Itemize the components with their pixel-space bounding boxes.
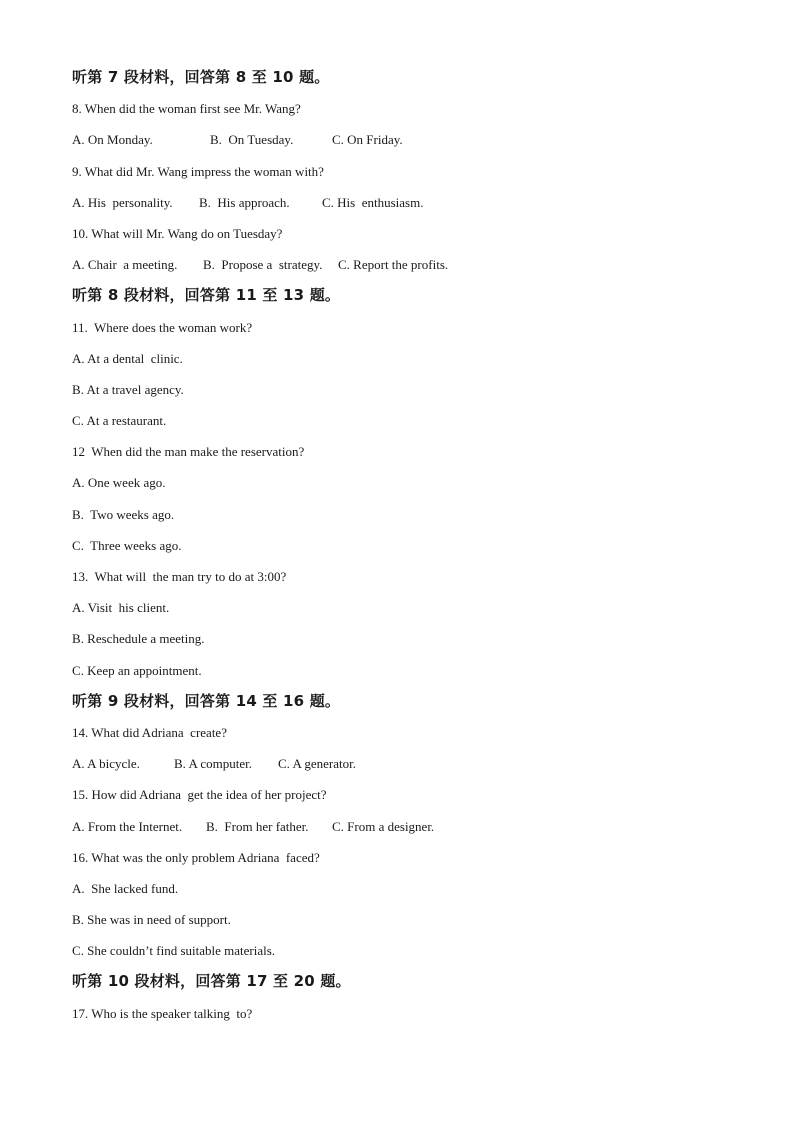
option-c: C. A generator. [278, 756, 356, 772]
option-b: B. A computer. [174, 756, 252, 772]
option-b: B. On Tuesday. [210, 132, 294, 148]
option-a: A. From the Internet. [72, 818, 183, 834]
question-text: 9. What did Mr. Wang impress the woman with? [72, 163, 324, 179]
option-a: A. Visit his client. [72, 600, 170, 616]
option-c: C. Keep an appointment. [72, 662, 202, 678]
question-text: 17. Who is the speaker talking to? [72, 1005, 253, 1021]
option-b: B. From her father. [206, 818, 309, 834]
question-text: 10. What will Mr. Wang do on Tuesday? [72, 225, 283, 241]
question-text: 14. What did Adriana create? [72, 724, 227, 740]
option-c: C. At a restaurant. [72, 413, 167, 429]
option-c: C. On Friday. [332, 132, 403, 148]
document-page [72, 62, 732, 1029]
option-row [72, 187, 732, 218]
question-text: 12 When did the man make the reservation? [72, 444, 305, 460]
option-row [72, 124, 732, 155]
option-b: B. At a travel agency. [72, 381, 184, 397]
option-b: B. She was in need of support. [72, 912, 231, 928]
option-row [72, 811, 732, 842]
option-b: B. His approach. [199, 194, 290, 210]
question-text: 13. What will the man try to do at 3:00? [72, 569, 287, 584]
option-c: C. From a designer. [332, 818, 435, 834]
section-heading: 听第 8 段材料，回答第 11 至 13 题。 [72, 286, 341, 305]
option-c: C. Report the profits. [338, 257, 449, 273]
option-row [72, 249, 732, 280]
option-b: B. Propose a strategy. [203, 257, 323, 273]
section-heading: 听第 10 段材料，回答第 17 至 20 题。 [72, 972, 351, 991]
question-text: 11. Where does the woman work? [72, 319, 253, 335]
option-a: A. His personality. [72, 194, 173, 210]
option-row [72, 748, 732, 779]
option-c: C. Three weeks ago. [72, 537, 182, 553]
option-a: A. At a dental clinic. [72, 350, 183, 366]
option-b: B. Reschedule a meeting. [72, 631, 205, 647]
section-heading: 听第 9 段材料，回答第 14 至 16 题。 [72, 691, 341, 710]
option-a: A. She lacked fund. [72, 880, 179, 896]
section-heading: 听第 7 段材料，回答第 8 至 10 题。 [72, 68, 330, 86]
option-a: A. One week ago. [72, 475, 166, 491]
option-a: A. Chair a meeting. [72, 257, 178, 273]
question-text: 16. What was the only problem Adriana faced? [72, 849, 320, 865]
option-c: C. She couldn’t find suitable materials. [72, 943, 276, 959]
option-a: A. On Monday. [72, 132, 153, 148]
option-b: B. Two weeks ago. [72, 506, 175, 522]
question-text: 8. When did the woman first see Mr. Wang? [72, 101, 301, 117]
option-c: C. His enthusiasm. [322, 194, 424, 210]
option-a: A. A bicycle. [72, 756, 140, 772]
question-text: 15. How did Adriana get the idea of her project? [72, 787, 327, 803]
